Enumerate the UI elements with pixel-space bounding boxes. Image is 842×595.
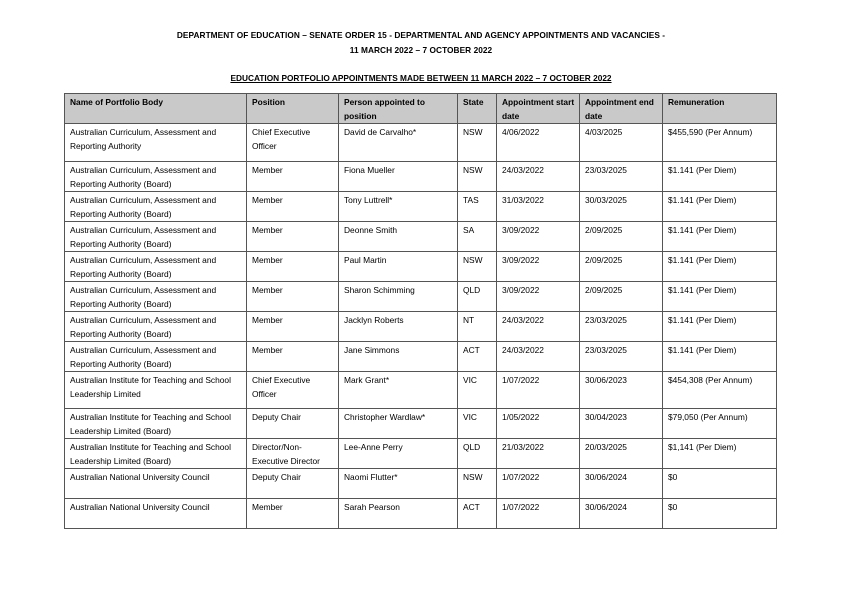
cell-person: Sarah Pearson bbox=[339, 499, 458, 529]
cell-person: David de Carvalho* bbox=[339, 124, 458, 162]
cell-portfolio-body: Australian Curriculum, Assessment and Reporting Authority (Board) bbox=[65, 342, 247, 372]
cell-end-date: 30/03/2025 bbox=[580, 192, 663, 222]
cell-remuneration: $1.141 (Per Diem) bbox=[663, 192, 777, 222]
cell-position: Member bbox=[247, 342, 339, 372]
cell-position: Member bbox=[247, 192, 339, 222]
cell-state: NSW bbox=[458, 469, 497, 499]
cell-state: NSW bbox=[458, 162, 497, 192]
cell-portfolio-body: Australian National University Council bbox=[65, 469, 247, 499]
cell-position: Member bbox=[247, 222, 339, 252]
cell-end-date: 2/09/2025 bbox=[580, 222, 663, 252]
table-row bbox=[65, 312, 777, 342]
table-row bbox=[65, 342, 777, 372]
cell-position: Chief Executive Officer bbox=[247, 372, 339, 409]
table-row bbox=[65, 222, 777, 252]
cell-start-date: 1/07/2022 bbox=[497, 469, 580, 499]
table-row bbox=[65, 282, 777, 312]
table-row bbox=[65, 469, 777, 499]
cell-start-date: 1/07/2022 bbox=[497, 372, 580, 409]
header-end-date: Appointment end date bbox=[580, 94, 663, 124]
cell-person: Fiona Mueller bbox=[339, 162, 458, 192]
cell-state: ACT bbox=[458, 499, 497, 529]
cell-person: Jane Simmons bbox=[339, 342, 458, 372]
cell-position: Member bbox=[247, 162, 339, 192]
cell-remuneration: $454,308 (Per Annum) bbox=[663, 372, 777, 409]
cell-position: Member bbox=[247, 252, 339, 282]
header-position: Position bbox=[247, 94, 339, 124]
cell-person: Sharon Schimming bbox=[339, 282, 458, 312]
cell-portfolio-body: Australian Curriculum, Assessment and Reporting Authority (Board) bbox=[65, 162, 247, 192]
cell-state: QLD bbox=[458, 439, 497, 469]
header-state: State bbox=[458, 94, 497, 124]
cell-person: Lee-Anne Perry bbox=[339, 439, 458, 469]
cell-end-date: 2/09/2025 bbox=[580, 282, 663, 312]
cell-start-date: 31/03/2022 bbox=[497, 192, 580, 222]
cell-remuneration: $1.141 (Per Diem) bbox=[663, 282, 777, 312]
cell-state: ACT bbox=[458, 342, 497, 372]
cell-start-date: 1/07/2022 bbox=[497, 499, 580, 529]
cell-state: QLD bbox=[458, 282, 497, 312]
table-row bbox=[65, 499, 777, 529]
table-header-row bbox=[65, 94, 777, 124]
cell-start-date: 3/09/2022 bbox=[497, 252, 580, 282]
cell-portfolio-body: Australian Curriculum, Assessment and Reporting Authority (Board) bbox=[65, 192, 247, 222]
cell-end-date: 30/06/2024 bbox=[580, 499, 663, 529]
table-row bbox=[65, 192, 777, 222]
cell-remuneration: $0 bbox=[663, 469, 777, 499]
cell-end-date: 4/03/2025 bbox=[580, 124, 663, 162]
cell-end-date: 2/09/2025 bbox=[580, 252, 663, 282]
cell-remuneration: $1.141 (Per Diem) bbox=[663, 312, 777, 342]
cell-start-date: 4/06/2022 bbox=[497, 124, 580, 162]
cell-position: Deputy Chair bbox=[247, 409, 339, 439]
cell-remuneration: $0 bbox=[663, 499, 777, 529]
cell-person: Christopher Wardlaw* bbox=[339, 409, 458, 439]
document-heading-line1: DEPARTMENT OF EDUCATION – SENATE ORDER 15 - DEPARTMENTAL AND AGENCY APPOINTMENTS AND VACANCIES - bbox=[176, 30, 666, 40]
cell-start-date: 3/09/2022 bbox=[497, 222, 580, 252]
cell-start-date: 21/03/2022 bbox=[497, 439, 580, 469]
document-heading-line2: 11 MARCH 2022 – 7 OCTOBER 2022 bbox=[349, 45, 493, 55]
cell-portfolio-body: Australian Curriculum, Assessment and Reporting Authority (Board) bbox=[65, 222, 247, 252]
cell-end-date: 20/03/2025 bbox=[580, 439, 663, 469]
cell-position: Director/Non-Executive Director bbox=[247, 439, 339, 469]
header-start-date: Appointment start date bbox=[497, 94, 580, 124]
cell-remuneration: $455,590 (Per Annum) bbox=[663, 124, 777, 162]
table-row bbox=[65, 409, 777, 439]
cell-end-date: 30/06/2024 bbox=[580, 469, 663, 499]
cell-start-date: 3/09/2022 bbox=[497, 282, 580, 312]
cell-person: Mark Grant* bbox=[339, 372, 458, 409]
cell-state: TAS bbox=[458, 192, 497, 222]
cell-state: NT bbox=[458, 312, 497, 342]
cell-end-date: 23/03/2025 bbox=[580, 342, 663, 372]
table-row bbox=[65, 439, 777, 469]
cell-portfolio-body: Australian Curriculum, Assessment and Reporting Authority (Board) bbox=[65, 312, 247, 342]
cell-position: Member bbox=[247, 282, 339, 312]
cell-portfolio-body: Australian Curriculum, Assessment and Reporting Authority (Board) bbox=[65, 252, 247, 282]
cell-portfolio-body: Australian National University Council bbox=[65, 499, 247, 529]
cell-portfolio-body: Australian Institute for Teaching and School Leadership Limited bbox=[65, 372, 247, 409]
cell-remuneration: $1.141 (Per Diem) bbox=[663, 342, 777, 372]
cell-person: Deonne Smith bbox=[339, 222, 458, 252]
cell-state: VIC bbox=[458, 372, 497, 409]
cell-end-date: 23/03/2025 bbox=[580, 162, 663, 192]
header-portfolio-body: Name of Portfolio Body bbox=[65, 94, 247, 124]
cell-position: Member bbox=[247, 312, 339, 342]
cell-remuneration: $1.141 (Per Diem) bbox=[663, 222, 777, 252]
table-row bbox=[65, 372, 777, 409]
cell-remuneration: $1,141 (Per Diem) bbox=[663, 439, 777, 469]
cell-portfolio-body: Australian Curriculum, Assessment and Reporting Authority (Board) bbox=[65, 282, 247, 312]
cell-portfolio-body: Australian Institute for Teaching and School Leadership Limited (Board) bbox=[65, 409, 247, 439]
cell-position: Member bbox=[247, 499, 339, 529]
header-remuneration: Remuneration bbox=[663, 94, 777, 124]
document-subheading: EDUCATION PORTFOLIO APPOINTMENTS MADE BETWEEN 11 MARCH 2022 – 7 OCTOBER 2022 bbox=[230, 73, 612, 83]
cell-position: Chief Executive Officer bbox=[247, 124, 339, 162]
appointments-table bbox=[64, 93, 777, 529]
cell-start-date: 24/03/2022 bbox=[497, 162, 580, 192]
cell-start-date: 1/05/2022 bbox=[497, 409, 580, 439]
cell-portfolio-body: Australian Curriculum, Assessment and Reporting Authority bbox=[65, 124, 247, 162]
header-person: Person appointed to position bbox=[339, 94, 458, 124]
cell-person: Tony Luttrell* bbox=[339, 192, 458, 222]
table-row bbox=[65, 124, 777, 162]
cell-start-date: 24/03/2022 bbox=[497, 342, 580, 372]
cell-end-date: 23/03/2025 bbox=[580, 312, 663, 342]
cell-portfolio-body: Australian Institute for Teaching and School Leadership Limited (Board) bbox=[65, 439, 247, 469]
table-row bbox=[65, 162, 777, 192]
cell-state: VIC bbox=[458, 409, 497, 439]
cell-end-date: 30/06/2023 bbox=[580, 372, 663, 409]
cell-person: Naomi Flutter* bbox=[339, 469, 458, 499]
table-row bbox=[65, 252, 777, 282]
cell-person: Jacklyn Roberts bbox=[339, 312, 458, 342]
cell-remuneration: $1.141 (Per Diem) bbox=[663, 252, 777, 282]
cell-remuneration: $1.141 (Per Diem) bbox=[663, 162, 777, 192]
cell-state: NSW bbox=[458, 252, 497, 282]
cell-end-date: 30/04/2023 bbox=[580, 409, 663, 439]
cell-position: Deputy Chair bbox=[247, 469, 339, 499]
cell-remuneration: $79,050 (Per Annum) bbox=[663, 409, 777, 439]
cell-state: SA bbox=[458, 222, 497, 252]
cell-state: NSW bbox=[458, 124, 497, 162]
cell-start-date: 24/03/2022 bbox=[497, 312, 580, 342]
cell-person: Paul Martin bbox=[339, 252, 458, 282]
